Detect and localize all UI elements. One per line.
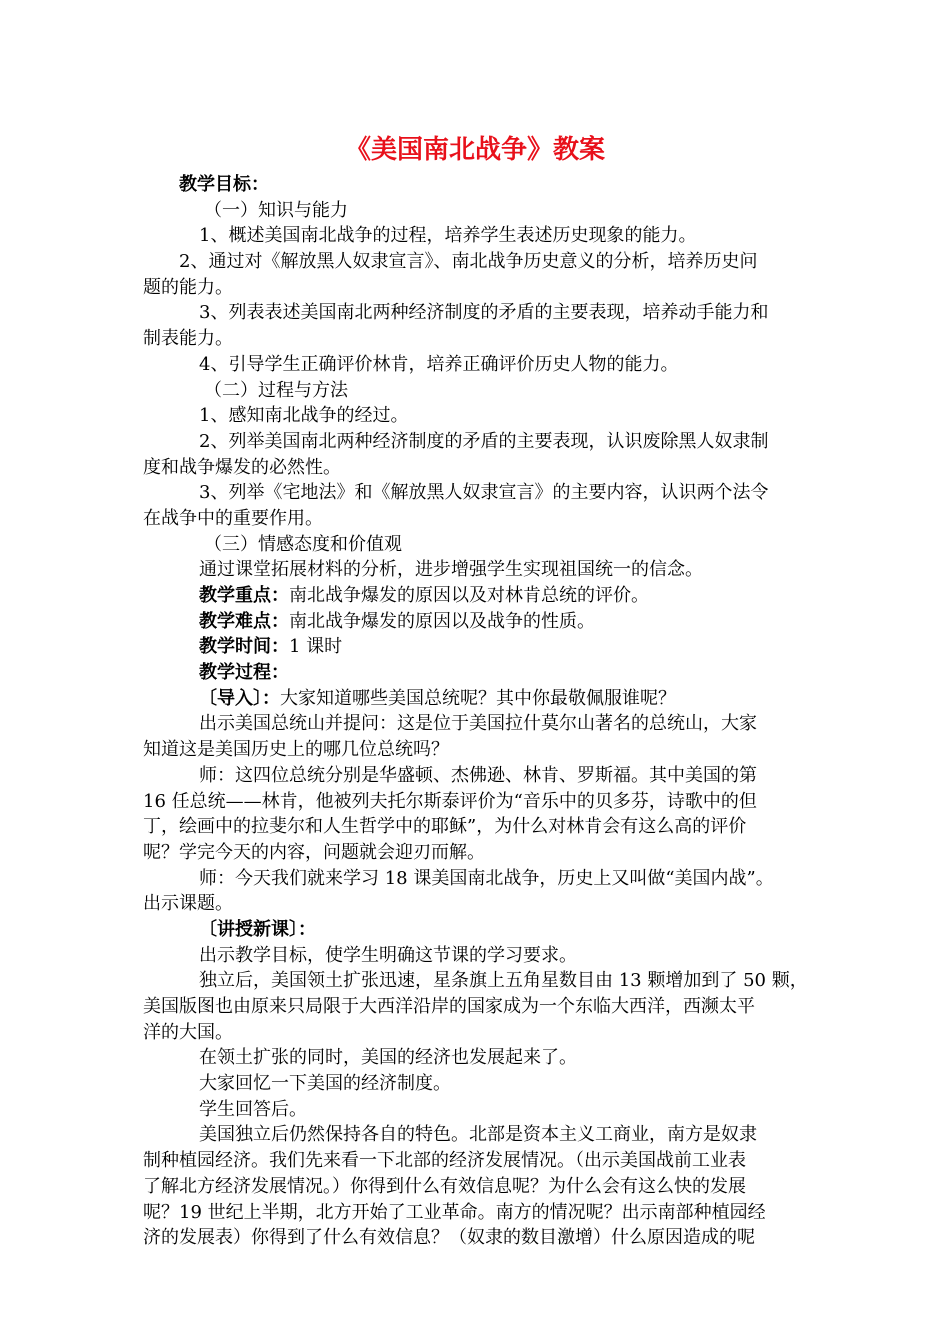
- paragraph-line: 4、引导学生正确评价林肯，培养正确评价历史人物的能力。: [199, 353, 679, 375]
- paragraph-line: 丁，绘画中的拉斐尔和人生哲学中的耶稣”，为什么对林肯会有这么高的评价: [143, 816, 747, 838]
- paragraph-line: 2、通过对《解放黑人奴隶宣言》、南北战争历史意义的分析，培养历史问: [179, 251, 758, 273]
- intro-text: 大家知道哪些美国总统呢？其中你最敬佩服谁呢？: [280, 687, 676, 709]
- heading-new-lesson: 〔讲授新课〕：: [199, 918, 316, 940]
- subheading-values: （三）情感态度和价值观: [204, 533, 402, 555]
- paragraph-line: 出示美国总统山并提问：这是位于美国拉什莫尔山著名的总统山，大家: [199, 713, 757, 735]
- paragraph-line: 大家回忆一下美国的经济制度。: [199, 1073, 451, 1095]
- paragraph-line: 制种植园经济。我们先来看一下北部的经济发展情况。（出示美国战前工业表: [143, 1150, 746, 1172]
- difficulty-text: 南北战争爆发的原因以及战争的性质。: [289, 610, 595, 632]
- paragraph-line: 美国版图也由原来只局限于大西洋沿岸的国家成为一个东临大西洋，西濒太平: [143, 996, 755, 1017]
- paragraph-line: 知道这是美国历史上的哪几位总统吗？: [143, 739, 449, 761]
- paragraph-line: 出示课题。: [143, 893, 233, 915]
- paragraph-line: 呢？19 世纪上半期，北方开始了工业革命。南方的情况呢？出示南部种植园经: [143, 1201, 766, 1223]
- paragraph-line: 济的发展表）你得到了什么有效信息？（奴隶的数目激增）什么原因造成的呢: [143, 1227, 755, 1249]
- subheading-knowledge: （一）知识与能力: [204, 199, 348, 221]
- paragraph-line: 洋的大国。: [143, 1021, 233, 1043]
- document-body: [143, 172, 823, 1251]
- paragraph-line: 题的能力。: [143, 276, 233, 298]
- subheading-process: （二）过程与方法: [204, 379, 348, 401]
- paragraph-line: 1、感知南北战争的经过。: [199, 405, 409, 427]
- paragraph-line: 制表能力。: [143, 328, 233, 350]
- paragraph-line: 师：今天我们就来学习 18 课美国南北战争，历史上又叫做“美国内战”。: [199, 867, 774, 889]
- paragraph-line: 在领土扩张的同时，美国的经济也发展起来了。: [199, 1047, 577, 1069]
- heading-objectives: 教学目标：: [179, 174, 269, 195]
- key-point-text: 南北战争爆发的原因以及对林肯总统的评价。: [289, 585, 649, 606]
- label-time: 教学时间：: [199, 636, 289, 658]
- paragraph-line: 16 任总统——林肯，他被列夫托尔斯泰评价为“音乐中的贝多芬，诗歌中的但: [143, 790, 757, 812]
- difficulty-line: [143, 609, 823, 635]
- time-line: [143, 634, 823, 660]
- paragraph-line: 度和战争爆发的必然性。: [143, 456, 341, 478]
- paragraph-line: 1、概述美国南北战争的过程，培养学生表述历史现象的能力。: [199, 225, 697, 247]
- paragraph-line: 了解北方经济发展情况。）你得到什么有效信息呢？为什么会有这么快的发展: [143, 1175, 746, 1197]
- paragraph-line: 出示教学目标，使学生明确这节课的学习要求。: [199, 944, 577, 966]
- paragraph-line: 学生回答后。: [199, 1098, 307, 1120]
- paragraph-line: 3、列举《宅地法》和《解放黑人奴隶宣言》的主要内容，认识两个法令: [199, 482, 769, 504]
- paragraph-line: 美国独立后仍然保持各自的特色。北部是资本主义工商业，南方是奴隶: [199, 1124, 757, 1146]
- paragraph-line: 呢？学完今天的内容，问题就会迎刃而解。: [143, 841, 485, 863]
- paragraph-line: 在战争中的重要作用。: [143, 507, 323, 529]
- heading-process: 教学过程：: [199, 662, 289, 684]
- label-key-point: 教学重点：: [199, 585, 289, 606]
- label-difficulty: 教学难点：: [199, 610, 289, 632]
- paragraph-line: 通过课堂拓展材料的分析，进步增强学生实现祖国统一的信念。: [199, 559, 703, 581]
- paragraph-line: 2、列举美国南北两种经济制度的矛盾的主要表现，认识废除黑人奴隶制: [199, 430, 769, 452]
- key-point-line: [143, 583, 823, 609]
- label-intro: 〔导入〕：: [199, 687, 280, 709]
- intro-line: [143, 686, 823, 712]
- time-text: 1 课时: [289, 636, 343, 658]
- document-title: 《美国南北战争》教案: [344, 135, 605, 165]
- paragraph-line: 独立后，美国领土扩张迅速，星条旗上五角星数目由 13 颗增加到了 50 颗，: [199, 970, 808, 992]
- paragraph-line: 3、列表表述美国南北两种经济制度的矛盾的主要表现，培养动手能力和: [199, 302, 769, 324]
- paragraph-line: 师：这四位总统分别是华盛顿、杰佛逊、林肯、罗斯福。其中美国的第: [199, 764, 757, 786]
